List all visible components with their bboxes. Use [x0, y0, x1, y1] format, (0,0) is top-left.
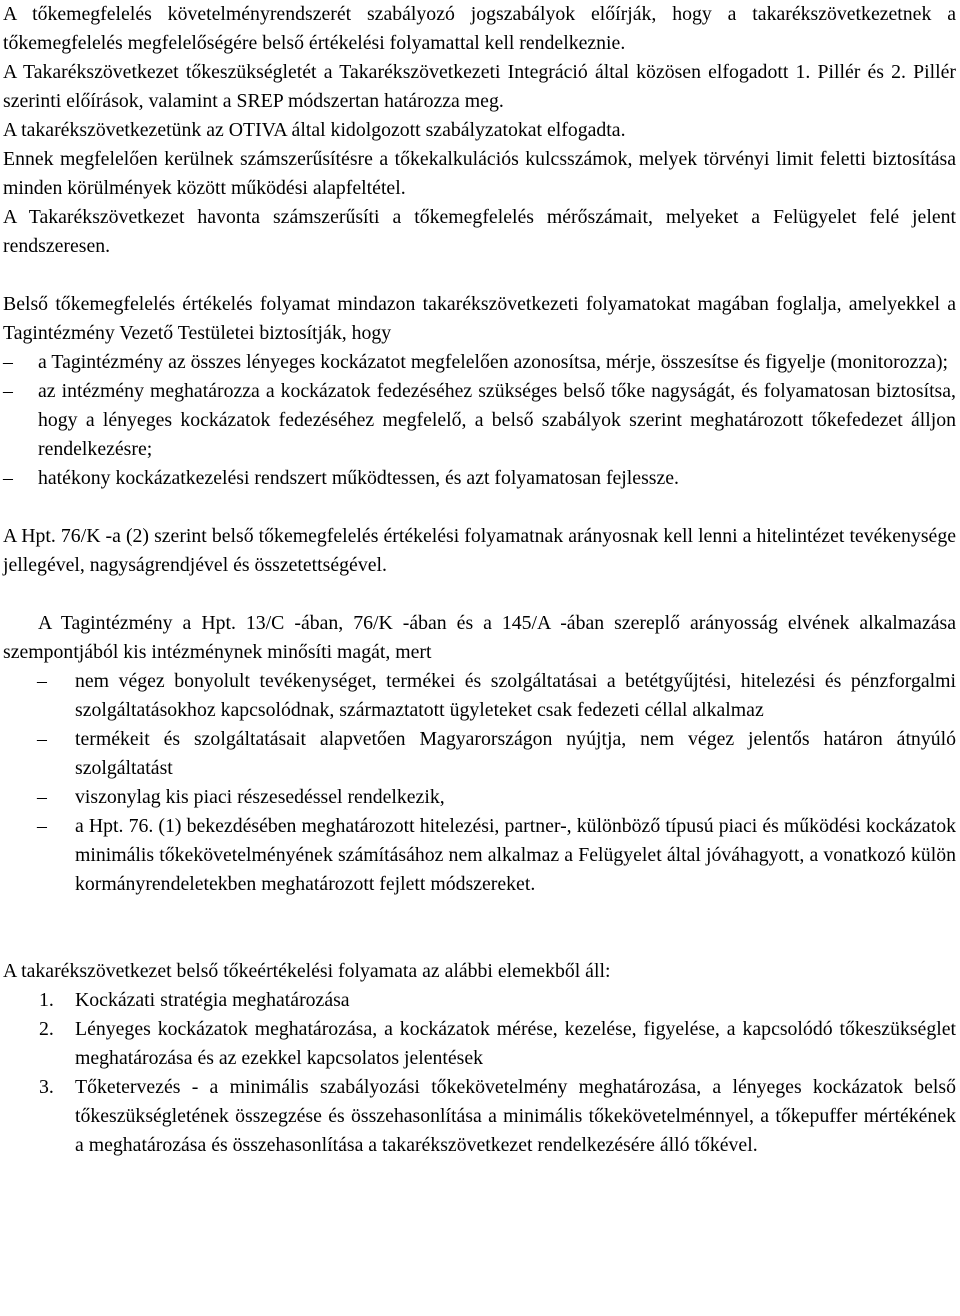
- paragraph-small-institution: A Tagintézmény a Hpt. 13/C -ában, 76/K -ában és a 145/A -ában szereplő arányosság elvének alkalmazása szempontjából kis intézménynek minősíti magát, mert: [3, 612, 956, 663]
- dash-marker: –: [3, 380, 13, 402]
- list-item: [3, 377, 956, 464]
- list-item: [3, 812, 956, 899]
- dash-marker: –: [37, 728, 47, 750]
- paragraph-icaap-process: Belső tőkemegfelelés értékelés folyamat mindazon takarékszövetkezeti folyamatokat magában foglalja, amelyekkel a Tagintézmény Vezető Testületei biztosítják, hogy: [3, 293, 956, 344]
- list-item: [3, 348, 956, 377]
- spacer: [3, 261, 956, 290]
- list-item-text: termékeit és szolgáltatásait alapvetően Magyarországon nyújtja, nem végez jelentős határon átnyúló szolgáltatást: [75, 728, 956, 779]
- dash-marker: –: [3, 467, 13, 489]
- paragraph-icaap-requirement: A tőkemegfelelés követelményrendszerét szabályozó jogszabályok előírják, hogy a takarékszövetkezetnek a tőkemegfelelés megfelelőségére belső értékelési folyamattal kell rendelkeznie.: [3, 3, 956, 54]
- dash-marker: –: [37, 786, 47, 808]
- spacer: [3, 899, 956, 957]
- paragraph-process-elements: A takarékszövetkezet belső tőkeértékelési folyamata az alábbi elemekből áll:: [3, 960, 611, 982]
- list-item-text: hatékony kockázatkezelési rendszert működtessen, és azt folyamatosan fejlessze.: [38, 467, 679, 489]
- list-item: [3, 667, 956, 725]
- list-number: 1.: [39, 989, 54, 1011]
- list-item-text: Kockázati stratégia meghatározása: [75, 989, 350, 1011]
- list-small-institution-criteria: [3, 667, 956, 899]
- list-item-text: a Hpt. 76. (1) bekezdésében meghatározott hitelezési, partner-, különböző típusú piaci és működési kockázatok minimális tőkekövetelményének számításához nem alkalmaz a Felügyelet által jóváhagyott, a vonatkozó külön kormányrendeletekben meghatározott fejlett módszereket.: [75, 815, 956, 895]
- list-item: [3, 464, 956, 493]
- list-item: [3, 986, 956, 1015]
- paragraph-monthly-reporting: A Takarékszövetkezet havonta számszerűsíti a tőkemegfelelés mérőszámait, melyeket a Felügyelet felé jelent rendszeresen.: [3, 206, 956, 257]
- spacer: [3, 493, 956, 522]
- list-item: [3, 1073, 956, 1160]
- list-item-text: nem végez bonyolult tevékenységet, termékei és szolgáltatásai a betétgyűjtési, hitelezési és pénzforgalmi szolgáltatásokhoz kapcsolódnak, származtatott ügyleteket csak fedezeti céllal alkalmaz: [75, 670, 956, 721]
- list-item: [3, 783, 956, 812]
- list-item-text: Lényeges kockázatok meghatározása, a kockázatok mérése, kezelése, figyelése, a kapcsolódó tőkeszükséglet meghatározása és az ezekkel kapcsolatos jelentések: [75, 1018, 956, 1069]
- list-number: 3.: [39, 1076, 54, 1098]
- dash-marker: –: [3, 351, 13, 373]
- paragraph-proportionality: A Hpt. 76/K -a (2) szerint belső tőkemegfelelés értékelési folyamatnak arányosnak kell lenni a hitelintézet tevékenysége jellegével, nagyságrendjével és összetettségével.: [3, 525, 956, 576]
- list-item-text: viszonylag kis piaci részesedéssel rendelkezik,: [75, 786, 445, 808]
- list-item-text: Tőketervezés - a minimális szabályozási tőkekövetelmény meghatározása, a lényeges kockázatok belső tőkeszükségletének összegzése és összehasonlítása a minimális tőkekövetelménnyel, a tőkepuffer mértékének a meghatározása és összehasonlítása a takarékszövetkezet rendelkezésére álló tőkével.: [75, 1076, 956, 1156]
- list-item: [3, 725, 956, 783]
- list-number: 2.: [39, 1018, 54, 1040]
- paragraph-otiva-rules: A takarékszövetkezetünk az OTIVA által kidolgozott szabályzatokat elfogadta.: [3, 119, 626, 141]
- list-process-elements: [3, 986, 956, 1160]
- dash-marker: –: [37, 670, 47, 692]
- list-process-goals: [3, 348, 956, 493]
- list-item-text: az intézmény meghatározza a kockázatok fedezéséhez szükséges belső tőke nagyságát, és folyamatosan biztosítsa, hogy a lényeges kockázatok fedezéséhez megfelelő, a belső szabályok szerint meghatározott tőkefedezet álljon rendelkezésre;: [38, 380, 956, 460]
- spacer: [3, 580, 956, 609]
- list-item-text: a Tagintézmény az összes lényeges kockázatot megfelelően azonosítsa, mérje, összesítse és figyelje (monitorozza);: [38, 351, 949, 373]
- list-item: [3, 1015, 956, 1073]
- paragraph-capital-requirement: A Takarékszövetkezet tőkeszükségletét a Takarékszövetkezeti Integráció által közösen elfogadott 1. Pillér és 2. Pillér szerinti előírások, valamint a SREP módszertan határozza meg.: [3, 61, 956, 112]
- paragraph-key-figures: Ennek megfelelően kerülnek számszerűsítésre a tőkekalkulációs kulcsszámok, melyek törvényi limit feletti biztosítása minden körülmények között működési alapfeltétel.: [3, 148, 956, 199]
- dash-marker: –: [37, 815, 47, 837]
